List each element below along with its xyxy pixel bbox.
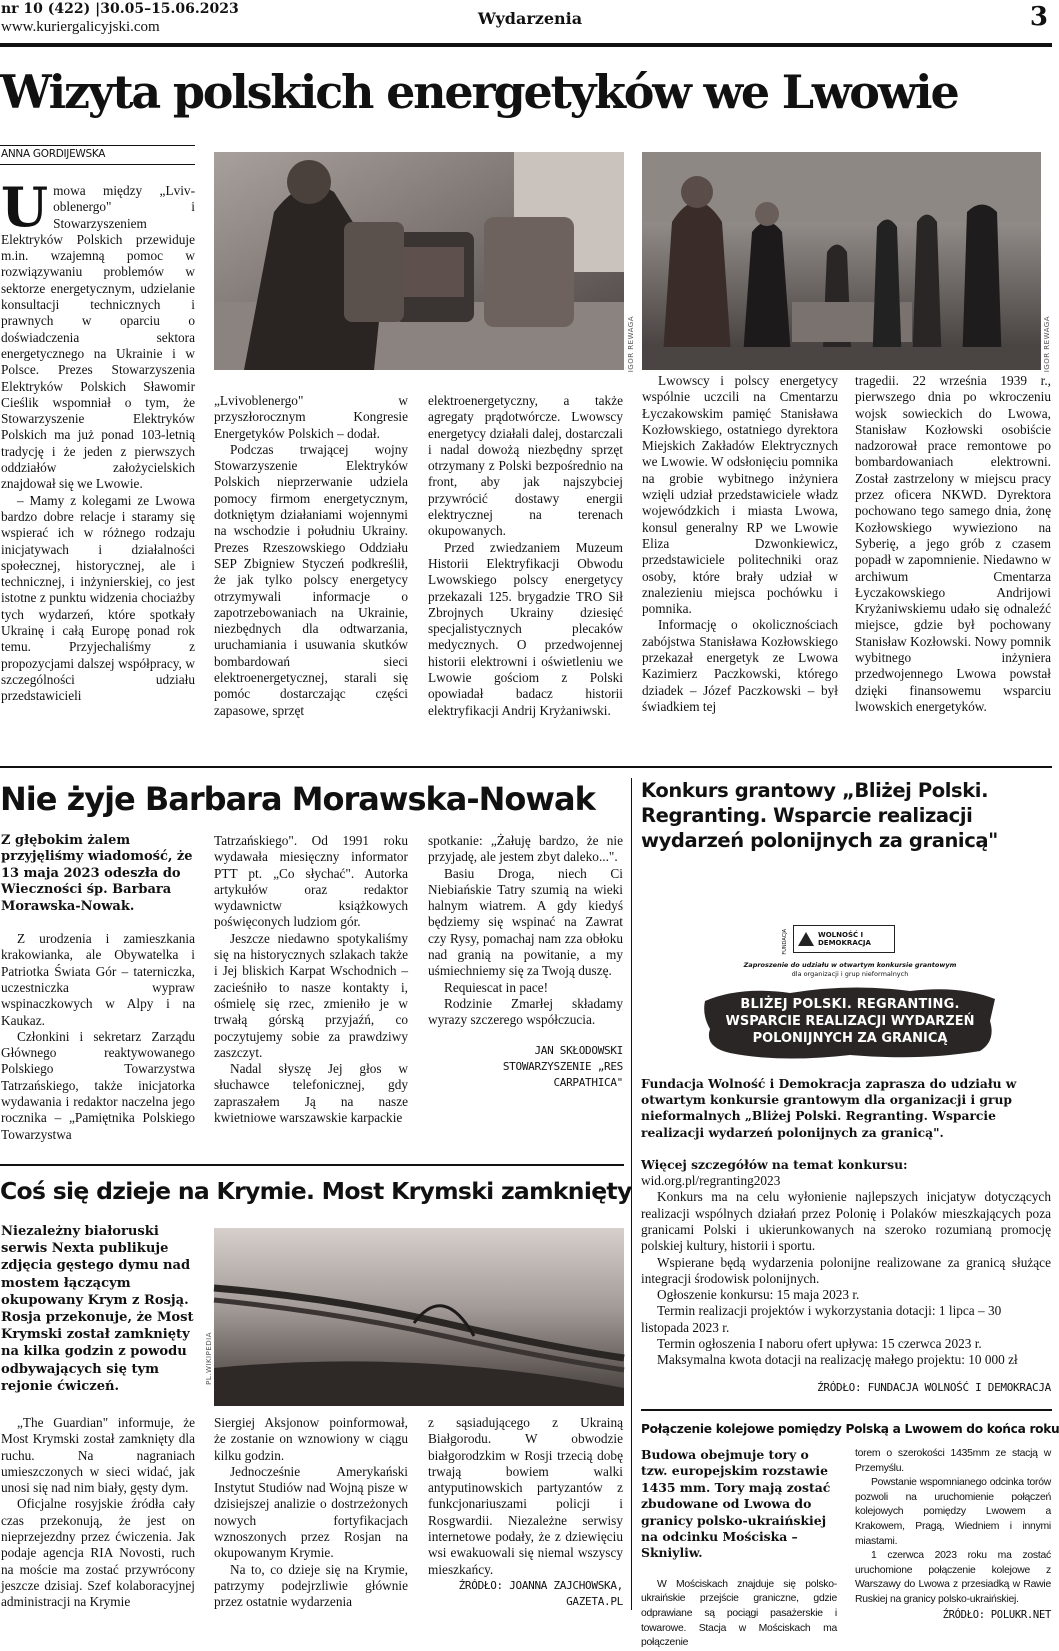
banner-logo-icon <box>798 932 814 946</box>
article1-col3-first: elektroenergetyczny, a także agregaty prądotwórcze. Lwowscy energetycy działali dalej, dostarczali i nadal dowożą niezbędny sprzęt otrzymany z Polski bezpośrednio na front, aby jak najszybciej przywrócić dostawy energii elektrycznej na terenach okupowanych. <box>428 393 623 539</box>
article2-signature-1: JAN SKŁODOWSKI <box>534 1043 623 1057</box>
article4-col2 <box>214 1415 408 1611</box>
section-rule-2 <box>0 1164 624 1166</box>
article3-p4: Termin realizacji projektów i wykorzystania dotacji: 1 lipca – 30 listopada 2023 r. <box>641 1303 1002 1335</box>
article5-col1 <box>641 1447 837 1651</box>
article5-col2-p2: Powstanie wspomnianego odcinka torów pozwoli na uruchomienie połączeń kolejowych pomiędzy Lwowem a Krakowem, Pragą, Wiedniem i innymi miastami. <box>855 1477 1051 1547</box>
article3-text <box>641 1173 1051 1369</box>
article3-p3: Ogłoszenie konkursu: 15 maja 2023 r. <box>657 1287 860 1303</box>
article2-lead: Z głębokim żalem przyjęliśmy wiadomość, że 13 maja 2023 odeszła do Wieczności śp. Barbara Morawska-Nowak. <box>1 833 193 914</box>
article2-col3-p3: Requiescat in pace! <box>444 979 549 995</box>
article1-col4 <box>642 373 838 715</box>
article5-col2-p3: 1 czerwca 2023 roku ma zostać uruchomione połączenie kolejowe z Warszawy do Lwowa z przesiadką w Rawie Ruskiej na granicy polsko-ukraińskiej. <box>855 1550 1051 1605</box>
banner-line3: POLONIJNYCH ZA GRANICĄ <box>752 1031 948 1046</box>
article5-lead: Budowa obejmuje tory o tzw. europejskim rozstawie 1435 mm. Tory mają zostać zbudowane od Lwowa do granicy polsko-ukraińskiej na odcinku Mościska – Skniyliw. <box>641 1447 831 1561</box>
photo-crimean-bridge <box>214 1228 624 1406</box>
photo-cemetery-ceremony <box>642 152 1041 370</box>
article4-col2-p3: Na to, co dzieje się na Krymie, patrzymy podejrzliwie głównie przez ostatnie wydarzenia <box>214 1561 408 1610</box>
article3-title: Konkurs grantowy „Bliżej Polski. Regranting. Wsparcie realizacji wydarzeń polonijnych za granicą" <box>641 779 998 852</box>
section-rule-3 <box>641 1409 1052 1411</box>
article1-col5 <box>855 373 1051 715</box>
article2-signature-2: STOWARZYSZENIE „RES CARPATHICA" <box>502 1059 623 1090</box>
banner-brand-box <box>782 925 895 955</box>
header-rule <box>0 43 1052 47</box>
article1-col3-second: Przed zwiedzaniem Muzeum Historii Elektryfikacji Obwodu Lwowskiego polscy energetycy przekazali 125. brygadzie TRO Sił Zbrojnych Ukrainy dziesięć specjalistycznych plecaków medycznych. O przedwojennej historii elektrowni i oświetleniu we Lwowie gościom z Polski opowiadał badacz historii elektryfikacji Andrij Kryżaniwski. <box>428 539 623 718</box>
article4-lead: Niezależny białoruski serwis Nexta publikuje zdjęcia gęstego dymu nad mostem łączącym okupowany Krym z Rosją. Rosja przekonuje, że Most Krymski został zamknięty na kilka godzin z powodu odbywających się tym rejonie ćwiczeń. <box>1 1224 194 1394</box>
article3-p6: Maksymalna kwota dotacji na realizację małego projektu: 10 000 zł <box>657 1352 1018 1368</box>
article2-col2-p2: Jeszcze niedawno spotykaliśmy się na historycznych szlakach także i Jej bliskich Karpat Wschodnich – zacieśniło to nasze kontakty i, ośmielę się rzec, zmieniło je w trwałą górską przyjaźń, co poczytujemy sobie za prawdziwy zaszczyt. <box>214 930 408 1060</box>
article5-source: ŹRÓDŁO: POLUKR.NET <box>942 1608 1051 1621</box>
grant-banner <box>700 925 1000 1061</box>
photo-energy-equipment <box>214 152 624 370</box>
article3-p1: Konkurs ma na celu wyłonienie najlepszych inicjatyw dotyczących realizacji wspólnych działań przez Polonię i Polaków mieszkających poza granicami Polski i ukierunkowanych na szeroko rozumianą promocję polskiej kultury, historii i sportu. <box>641 1189 1051 1254</box>
article3-p2: Wspierane będą wydarzenia polonijne realizowane za granicą służące integracji środowisk polonijnych. <box>641 1254 1051 1286</box>
article1-title: Wizyta polskich energetyków we Lwowie <box>0 65 958 119</box>
page-number: 3 <box>1029 2 1048 32</box>
article1-col4-first: Lwowscy i polscy energetycy wspólnie uczcili na Cmentarzu Łyczakowskim pamięć Stanisława Kozłowskiego, ostatniego dyrektora Miejskich Zakładów Elektrycznych we Lwowie. W odsłonięciu pomnika na grobie wybitnego inżyniera wzięli udział przedstawiciele władz wojewódzkich i miasta Lwowa, konsul generalny RP we Lwowie Eliza Dzwonkiewicz, przedstawiciele politechniki oraz osoby, które brały udział w znalezieniu miejsca pochówku i pomnika. <box>642 373 838 617</box>
photo1-credit: IGOR REWAGA <box>627 316 635 373</box>
photo-crimean-bridge-image <box>214 1228 624 1406</box>
article5-col1-p1: W Mościskach znajduje się polsko-ukraińskie przejście graniczne, gdzie odprawiane są pociągi pasażerskie i towarowe. Stacja w Mościskach ma połączenie <box>641 1578 837 1649</box>
banner-brand: WOLNOŚĆ I DEMOKRACJA <box>818 931 871 947</box>
photo-cemetery-ceremony-image <box>642 152 1041 370</box>
author-rule-top <box>0 145 195 146</box>
article3-more-link[interactable]: wid.org.pl/regranting2023 <box>641 1173 781 1189</box>
article1-col1 <box>1 175 195 705</box>
article1-col4-second: Informację o okolicznościach zabójstwa Stanisława Kozłowskiego przekazał energetyk ze Lwowa Kazimierz Paczkowski, którego dziadek – Józef Paczkowski – był świadkiem tej <box>642 617 838 714</box>
article3-body <box>641 1076 1051 1394</box>
article1-col1-second: – Mamy z kolegami ze Lwowa bardzo dobre relacje i staramy się wspierać ich w różnego rodzaju inicjatywach i działalności społecznej, historycznej, ale i technicznej, i inżynierskiej, co jest istotne z punktu widzenia chociażby tych wydarzeń, które spotkały Ukrainę i całą Europę ponad rok temu. Przyjechaliśmy z propozycjami dalszej współpracy, w szczególności udziału przedstawicieli <box>1 492 195 704</box>
photo2-credit: IGOR REWAGA <box>1043 316 1051 373</box>
section-rule-1 <box>0 766 1052 768</box>
photo3-credit: PL.WIKIPEDIA <box>205 1332 213 1385</box>
article1-col1-first: mowa między „Lvivoblenergo" i Stowarzyszeniem Elektryków Polskich przewiduje m.in. wzajemną pomoc w rozwiązywaniu problemów w sektorze energetycznym, udzielanie konsultacji technicznych i prawnych w oparciu o doświadczenia sektora energetycznego na Ukrainie i w Polsce. Prezes Stowarzyszenia Elektryków Polskich Sławomir Cieślik wspomniał o tym, że Stowarzyszenie Elektryków Polskich ma już ponad 103-letnią tradycję i że jeden z pierwszych oddziałów założycielskich znajdował się we Lwowie. <box>1 183 195 492</box>
article4-col3 <box>428 1415 623 1611</box>
article2-col3-p2: Basiu Droga, niech Ci Niebiańskie Tatry szumią na wieki halnym wiatrem. A gdy kiedyś będziemy się wspinać na Zawrat czy Rysy, pomachaj nam zza obłoku nad granią na powitanie, a my uśmiechniemy się za Twoją duszę. <box>428 865 623 979</box>
article4-source-2: GAZETA.PL <box>566 1595 623 1609</box>
article1-author: ANNA GORDIJEWSKA <box>1 148 106 160</box>
article4-title: Coś się dzieje na Krymie. Most Krymski zamknięty <box>0 1177 632 1205</box>
article2-col2 <box>214 833 408 1126</box>
article4-col3-p1: z sąsiadującego z Ukrainą Białgorodu. W obwodzie białgorodzkim w Rosji trzecią dobę trwają bowiem walki antyputinowskich partyzantów z funkcjonariuszami policji i Rosgwardii. Niezależne serwisy internetowe podały, że z dziewięciu wsi ewakuowali się niemal wszyscy mieszkańcy. <box>428 1415 623 1577</box>
article4-source-1: ŹRÓDŁO: JOANNA ZAJCHOWSKA, <box>458 1578 623 1592</box>
header-website[interactable]: www.kuriergalicyjski.com <box>1 19 160 35</box>
banner-brand-top: FUNDACJA <box>782 929 788 955</box>
article5-col2-p1: torem o szerokości 1435mm ze stacją w Przemyślu. <box>855 1448 1051 1474</box>
article5-title: Połączenie kolejowe pomiędzy Polską a Lwowem do końca roku <box>641 1422 1059 1436</box>
article1-col3 <box>428 393 623 719</box>
photo-energy-equipment-image <box>214 152 624 370</box>
banner-line2: WSPARCIE REALIZACJI WYDARZEŃ <box>725 1014 975 1029</box>
header-section: Wydarzenia <box>477 9 583 28</box>
article4-col1-p1: „The Guardian" informuje, że Most Krymski został zamknięty dla ruchu. Na nagraniach umieszczonych w sieci widać, jak unosi się nad nim biały, gęsty dym. <box>1 1415 195 1496</box>
article4-col2-p1: Siergiej Aksjonow poinformował, że zostanie on wznowiony w ciągu kilku godzin. <box>214 1415 408 1463</box>
dropcap: U <box>1 175 49 239</box>
article3-more-label: Więcej szczegółów na temat konkursu: <box>641 1156 908 1172</box>
article2-title: Nie żyje Barbara Morawska-Nowak <box>0 780 595 818</box>
article4-lead-col <box>1 1223 195 1395</box>
header-issue: nr 10 (422) |30.05–15.06.2023 <box>1 1 239 17</box>
article4-col1-p2: Oficjalne rosyjskie źródła cały czas przekonują, że jest on nieprzejezdny przez ćwiczenia. Jak podaje agencja RIA Novosti, ruch na moście ma zostać przywrócony jeszcze dzisiaj. Szef kolaboracyjnej administracji na Krymie <box>1 1496 195 1610</box>
article1-col2 <box>214 393 408 719</box>
article2-col3 <box>428 833 623 1091</box>
article2-col1-p1: Z urodzenia i zamieszkania krakowianka, ale Obywatelka i Patriotka Świata Gór – taterniczka, uczestniczka wypraw wspinaczkowych w Alpy i na Kaukaz. <box>1 931 195 1028</box>
article2-col1 <box>1 833 195 1143</box>
article2-col3-p4: Rodzinie Zmarłej składamy wyrazy szczerego współczucia. <box>428 995 623 1028</box>
article3-p5: Termin ogłoszenia I naboru ofert upływa: 15 czerwca 2023 r. <box>657 1335 982 1351</box>
article1-col2-second: Podczas trwającej wojny Stowarzyszenie Elektryków Polskich nieprzerwanie udziela pomocy firmom energetycznym, dotkniętym działaniami wojennymi na wschodzie i południu Ukrainy. Prezes Rzeszowskiego Oddziału SEP Zbigniew Styczeń podkreślił, że jak tylko polscy energetycy otrzymywali informacje o zapotrzebowaniach na Ukrainie, niezbędnych dla odtwarzania, uruchamiania i usuwania skutków bombardowań sieci elektroenergetycznej, starali się pomóc dostarczając części zapasowe, sprzęt <box>214 441 408 718</box>
author-rule-bottom <box>0 164 195 165</box>
article2-col2-p3: Nadal słyszę Jej głos w słuchawce telefonicznej, gdy zapraszałem Ją na nasze kwietniowe warszawskie karpackie <box>214 1061 408 1126</box>
article3-lead: Fundacja Wolność i Demokracja zaprasza do udziału w otwartym konkursie grantowym dla organizacji i grup nieformalnych „Bliżej Polski. Regranting. Wsparcie realizacji wydarzeń polonijnych za granicą". <box>641 1076 1017 1140</box>
article2-col2-p1: Tatrzańskiego". Od 1991 roku wydawała miesięczny informator PTT pt. „Co słychać". Autorka artykułów oraz redaktor wydawnictw książkowych poświęconych ludziom gór. <box>214 833 408 930</box>
banner-invite2: dla organizacji i grup nieformalnych <box>791 970 909 978</box>
article1-col2-first: „Lvivoblenergo" w przyszłorocznym Kongresie Energetyków Polskich – dodał. <box>214 393 408 441</box>
article4-col2-p2: Jednocześnie Amerykański Instytut Studiów nad Wojną pisze w dzisiejszej analizie o dostrzeżonych nowych fortyfikacjach wznoszonych przez Rosjan na okupowanym Krymie. <box>214 1463 408 1561</box>
article2-col1-p2: Członkini i sekretarz Zarządu Głównego reaktywowanego Polskiego Towarzystwa Tatrzańskiego, także inicjatorka wydawania i redaktor naczelna jego rocznika – „Pamiętnika Polskiego Towarzystwa <box>1 1028 195 1142</box>
article5-col2 <box>855 1447 1051 1622</box>
article4-col1 <box>1 1415 195 1611</box>
article2-col3-p1: spotkanie: „Żałuję bardzo, że nie przyjadę, ale jestem zbyt daleko...". <box>428 833 623 865</box>
article1-col5-text: tragedii. 22 września 1939 r., pierwszego dnia po wkroczeniu wojsk sowieckich do Lwowa, Stanisław Kozłowski osobiście nadzorował prace remontowe po bombardowaniach elektrowni. Został zastrzelony w miejscu pracy przez oficera NKWD. Dyrektora pochowano tego samego dnia, żonę Kozłowskiego wywieziono na Syberię, a jego grób z czasem popadł w zapomnienie. Niedawno w archiwum Cmentarza Łyczakowskiego Andrijowi Kryżaniwskiemu udało się odnaleźć miejsce, gdzie był pochowany Stanisław Kozłowski. Nowy pomnik wybitnego inżyniera przedwojennego Lwowa powstał dzięki finansowemu wsparciu lwowskich energetyków. <box>855 373 1051 714</box>
banner-line1: BLIŻEJ POLSKI. REGRANTING. <box>740 997 960 1012</box>
article3-source: ŹRÓDŁO: FUNDACJA WOLNOŚĆ I DEMOKRACJA <box>817 1380 1051 1394</box>
banner-invite: Zaproszenie do udziału w otwartym konkursie grantowym <box>743 961 957 969</box>
